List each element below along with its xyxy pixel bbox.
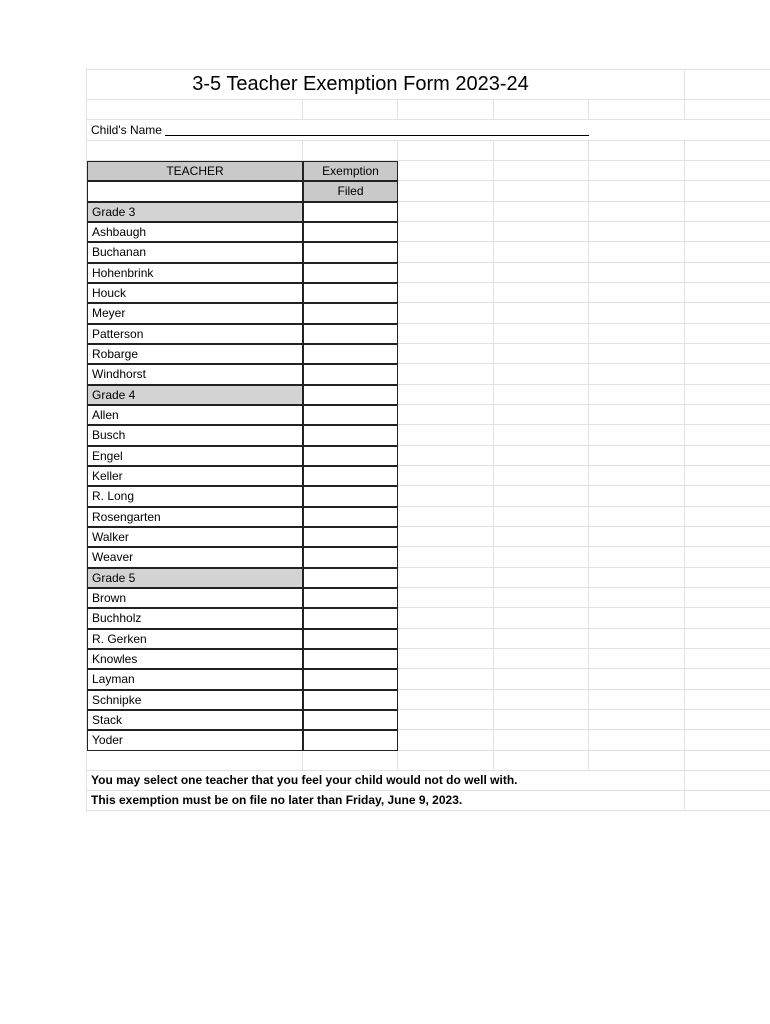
exemption-checkbox-cell[interactable]	[303, 466, 398, 486]
empty-cell	[398, 547, 494, 567]
empty-cell	[589, 588, 685, 608]
empty-cell	[494, 568, 589, 588]
instruction-note: You may select one teacher that you feel your child would not do well with.	[87, 771, 685, 791]
exemption-checkbox-cell[interactable]	[303, 507, 398, 527]
empty-cell	[398, 364, 494, 384]
exemption-checkbox-cell[interactable]	[303, 588, 398, 608]
empty-cell	[494, 629, 589, 649]
empty-cell	[685, 568, 770, 588]
empty-cell	[589, 141, 685, 161]
empty-cell	[303, 100, 398, 120]
empty-cell	[494, 141, 589, 161]
empty-cell	[589, 669, 685, 689]
teacher-column-header: TEACHER	[87, 161, 303, 181]
empty-cell	[398, 588, 494, 608]
empty-cell	[494, 486, 589, 506]
empty-cell	[589, 608, 685, 628]
empty-cell	[494, 283, 589, 303]
empty-cell	[589, 568, 685, 588]
empty-cell	[398, 405, 494, 425]
empty-cell	[685, 669, 770, 689]
empty-cell	[589, 344, 685, 364]
child-name-row	[87, 120, 770, 141]
empty-cell	[589, 263, 685, 283]
child-name-label: Child's Name	[91, 123, 162, 137]
empty-cell	[685, 527, 770, 547]
empty-cell	[398, 425, 494, 445]
empty-cell	[398, 568, 494, 588]
empty-cell	[589, 181, 685, 201]
deadline-note: This exemption must be on file no later than Friday, June 9, 2023.	[87, 791, 685, 811]
exemption-checkbox-cell[interactable]	[303, 303, 398, 323]
exemption-checkbox-cell[interactable]	[303, 222, 398, 242]
empty-cell	[589, 710, 685, 730]
teacher-name: Meyer	[87, 303, 303, 323]
empty-cell	[685, 364, 770, 384]
empty-cell	[494, 649, 589, 669]
empty-cell	[685, 344, 770, 364]
exemption-checkbox-cell[interactable]	[303, 568, 398, 588]
empty-cell	[494, 507, 589, 527]
empty-cell	[589, 222, 685, 242]
empty-cell	[589, 202, 685, 222]
empty-cell	[398, 527, 494, 547]
exemption-checkbox-cell[interactable]	[303, 283, 398, 303]
empty-cell	[398, 242, 494, 262]
empty-cell	[494, 588, 589, 608]
teacher-name: Ashbaugh	[87, 222, 303, 242]
teacher-name: Yoder	[87, 730, 303, 750]
teacher-name: Patterson	[87, 324, 303, 344]
empty-cell	[494, 547, 589, 567]
empty-cell	[589, 283, 685, 303]
empty-cell	[494, 263, 589, 283]
empty-cell	[589, 425, 685, 445]
exemption-checkbox-cell[interactable]	[303, 385, 398, 405]
empty-cell	[398, 100, 494, 120]
empty-cell	[494, 751, 589, 771]
empty-cell	[398, 730, 494, 750]
empty-cell	[685, 547, 770, 567]
teacher-name: Buchanan	[87, 242, 303, 262]
exemption-checkbox-cell[interactable]	[303, 669, 398, 689]
empty-cell	[494, 161, 589, 181]
exemption-checkbox-cell[interactable]	[303, 629, 398, 649]
teacher-name: Weaver	[87, 547, 303, 567]
child-name-field[interactable]	[165, 125, 589, 136]
empty-cell	[494, 446, 589, 466]
empty-cell	[494, 385, 589, 405]
empty-cell	[398, 385, 494, 405]
empty-cell	[494, 690, 589, 710]
empty-cell	[589, 466, 685, 486]
empty-cell	[685, 730, 770, 750]
empty-cell	[685, 405, 770, 425]
empty-cell	[685, 608, 770, 628]
empty-cell	[589, 730, 685, 750]
empty-cell	[494, 730, 589, 750]
exemption-checkbox-cell[interactable]	[303, 324, 398, 344]
empty-cell	[398, 507, 494, 527]
empty-cell	[398, 486, 494, 506]
empty-cell	[589, 547, 685, 567]
empty-cell	[685, 222, 770, 242]
empty-cell	[494, 222, 589, 242]
empty-cell	[398, 751, 494, 771]
empty-cell	[589, 629, 685, 649]
exemption-checkbox-cell[interactable]	[303, 649, 398, 669]
empty-cell	[685, 446, 770, 466]
empty-cell	[685, 710, 770, 730]
empty-cell	[303, 751, 398, 771]
exemption-checkbox-cell[interactable]	[303, 425, 398, 445]
grade-heading: Grade 3	[87, 202, 303, 222]
empty-cell	[589, 690, 685, 710]
empty-cell	[87, 181, 303, 201]
teacher-name: R. Long	[87, 486, 303, 506]
empty-cell	[685, 202, 770, 222]
exemption-checkbox-cell[interactable]	[303, 527, 398, 547]
empty-cell	[685, 141, 770, 161]
empty-cell	[685, 629, 770, 649]
empty-cell	[589, 385, 685, 405]
empty-cell	[685, 466, 770, 486]
empty-cell	[494, 527, 589, 547]
exemption-column-header: Exemption	[303, 161, 398, 181]
empty-cell	[589, 649, 685, 669]
empty-cell	[589, 507, 685, 527]
empty-cell	[685, 791, 770, 811]
empty-cell	[398, 283, 494, 303]
exemption-checkbox-cell[interactable]	[303, 608, 398, 628]
teacher-name: Layman	[87, 669, 303, 689]
empty-cell	[589, 446, 685, 466]
empty-cell	[685, 161, 770, 181]
teacher-name: Hohenbrink	[87, 263, 303, 283]
grade-heading: Grade 4	[87, 385, 303, 405]
empty-cell	[589, 324, 685, 344]
empty-cell	[589, 161, 685, 181]
exemption-checkbox-cell[interactable]	[303, 263, 398, 283]
teacher-name: R. Gerken	[87, 629, 303, 649]
empty-cell	[398, 222, 494, 242]
teacher-name: Brown	[87, 588, 303, 608]
empty-cell	[685, 303, 770, 323]
exemption-checkbox-cell[interactable]	[303, 344, 398, 364]
grade-heading: Grade 5	[87, 568, 303, 588]
empty-cell	[589, 100, 685, 120]
empty-cell	[398, 263, 494, 283]
empty-cell	[494, 710, 589, 730]
empty-cell	[589, 303, 685, 323]
empty-cell	[398, 690, 494, 710]
empty-cell	[494, 202, 589, 222]
teacher-name: Walker	[87, 527, 303, 547]
empty-cell	[87, 141, 303, 161]
empty-cell	[398, 181, 494, 201]
empty-cell	[494, 324, 589, 344]
empty-cell	[494, 405, 589, 425]
empty-cell	[589, 486, 685, 506]
empty-cell	[589, 751, 685, 771]
empty-cell	[685, 771, 770, 791]
empty-cell	[685, 588, 770, 608]
teacher-name: Allen	[87, 405, 303, 425]
empty-cell	[685, 70, 770, 100]
teacher-name: Robarge	[87, 344, 303, 364]
empty-cell	[398, 466, 494, 486]
teacher-name: Engel	[87, 446, 303, 466]
exemption-form-sheet	[86, 69, 770, 811]
exemption-checkbox-cell[interactable]	[303, 446, 398, 466]
empty-cell	[494, 669, 589, 689]
empty-cell	[303, 141, 398, 161]
empty-cell	[494, 181, 589, 201]
teacher-name: Schnipke	[87, 690, 303, 710]
empty-cell	[398, 344, 494, 364]
empty-cell	[494, 466, 589, 486]
empty-cell	[494, 608, 589, 628]
empty-cell	[685, 649, 770, 669]
filed-column-header: Filed	[303, 181, 398, 201]
exemption-checkbox-cell[interactable]	[303, 730, 398, 750]
empty-cell	[589, 364, 685, 384]
empty-cell	[87, 751, 303, 771]
empty-cell	[398, 608, 494, 628]
teacher-name: Keller	[87, 466, 303, 486]
exemption-checkbox-cell[interactable]	[303, 547, 398, 567]
empty-cell	[398, 202, 494, 222]
empty-cell	[494, 303, 589, 323]
teacher-name: Windhorst	[87, 364, 303, 384]
exemption-checkbox-cell[interactable]	[303, 242, 398, 262]
empty-cell	[685, 100, 770, 120]
empty-cell	[398, 629, 494, 649]
empty-cell	[685, 751, 770, 771]
empty-cell	[685, 242, 770, 262]
empty-cell	[589, 527, 685, 547]
empty-cell	[398, 649, 494, 669]
exemption-checkbox-cell[interactable]	[303, 405, 398, 425]
empty-cell	[398, 303, 494, 323]
empty-cell	[494, 425, 589, 445]
empty-cell	[685, 486, 770, 506]
teacher-name: Rosengarten	[87, 507, 303, 527]
empty-cell	[685, 263, 770, 283]
empty-cell	[685, 385, 770, 405]
empty-cell	[494, 364, 589, 384]
empty-cell	[494, 344, 589, 364]
empty-cell	[685, 283, 770, 303]
teacher-name: Stack	[87, 710, 303, 730]
exemption-checkbox-cell[interactable]	[303, 364, 398, 384]
empty-cell	[685, 181, 770, 201]
teacher-name: Buchholz	[87, 608, 303, 628]
empty-cell	[398, 669, 494, 689]
empty-cell	[398, 141, 494, 161]
form-title: 3-5 Teacher Exemption Form 2023-24	[87, 70, 685, 100]
empty-cell	[398, 161, 494, 181]
empty-cell	[398, 324, 494, 344]
empty-cell	[685, 690, 770, 710]
empty-cell	[494, 242, 589, 262]
teacher-name: Houck	[87, 283, 303, 303]
empty-cell	[589, 242, 685, 262]
empty-cell	[494, 100, 589, 120]
teacher-name: Knowles	[87, 649, 303, 669]
empty-cell	[398, 710, 494, 730]
teacher-name: Busch	[87, 425, 303, 445]
empty-cell	[685, 507, 770, 527]
exemption-checkbox-cell[interactable]	[303, 486, 398, 506]
empty-cell	[398, 446, 494, 466]
exemption-checkbox-cell[interactable]	[303, 202, 398, 222]
exemption-checkbox-cell[interactable]	[303, 710, 398, 730]
empty-cell	[87, 100, 303, 120]
exemption-checkbox-cell[interactable]	[303, 690, 398, 710]
empty-cell	[685, 425, 770, 445]
empty-cell	[685, 324, 770, 344]
empty-cell	[589, 405, 685, 425]
